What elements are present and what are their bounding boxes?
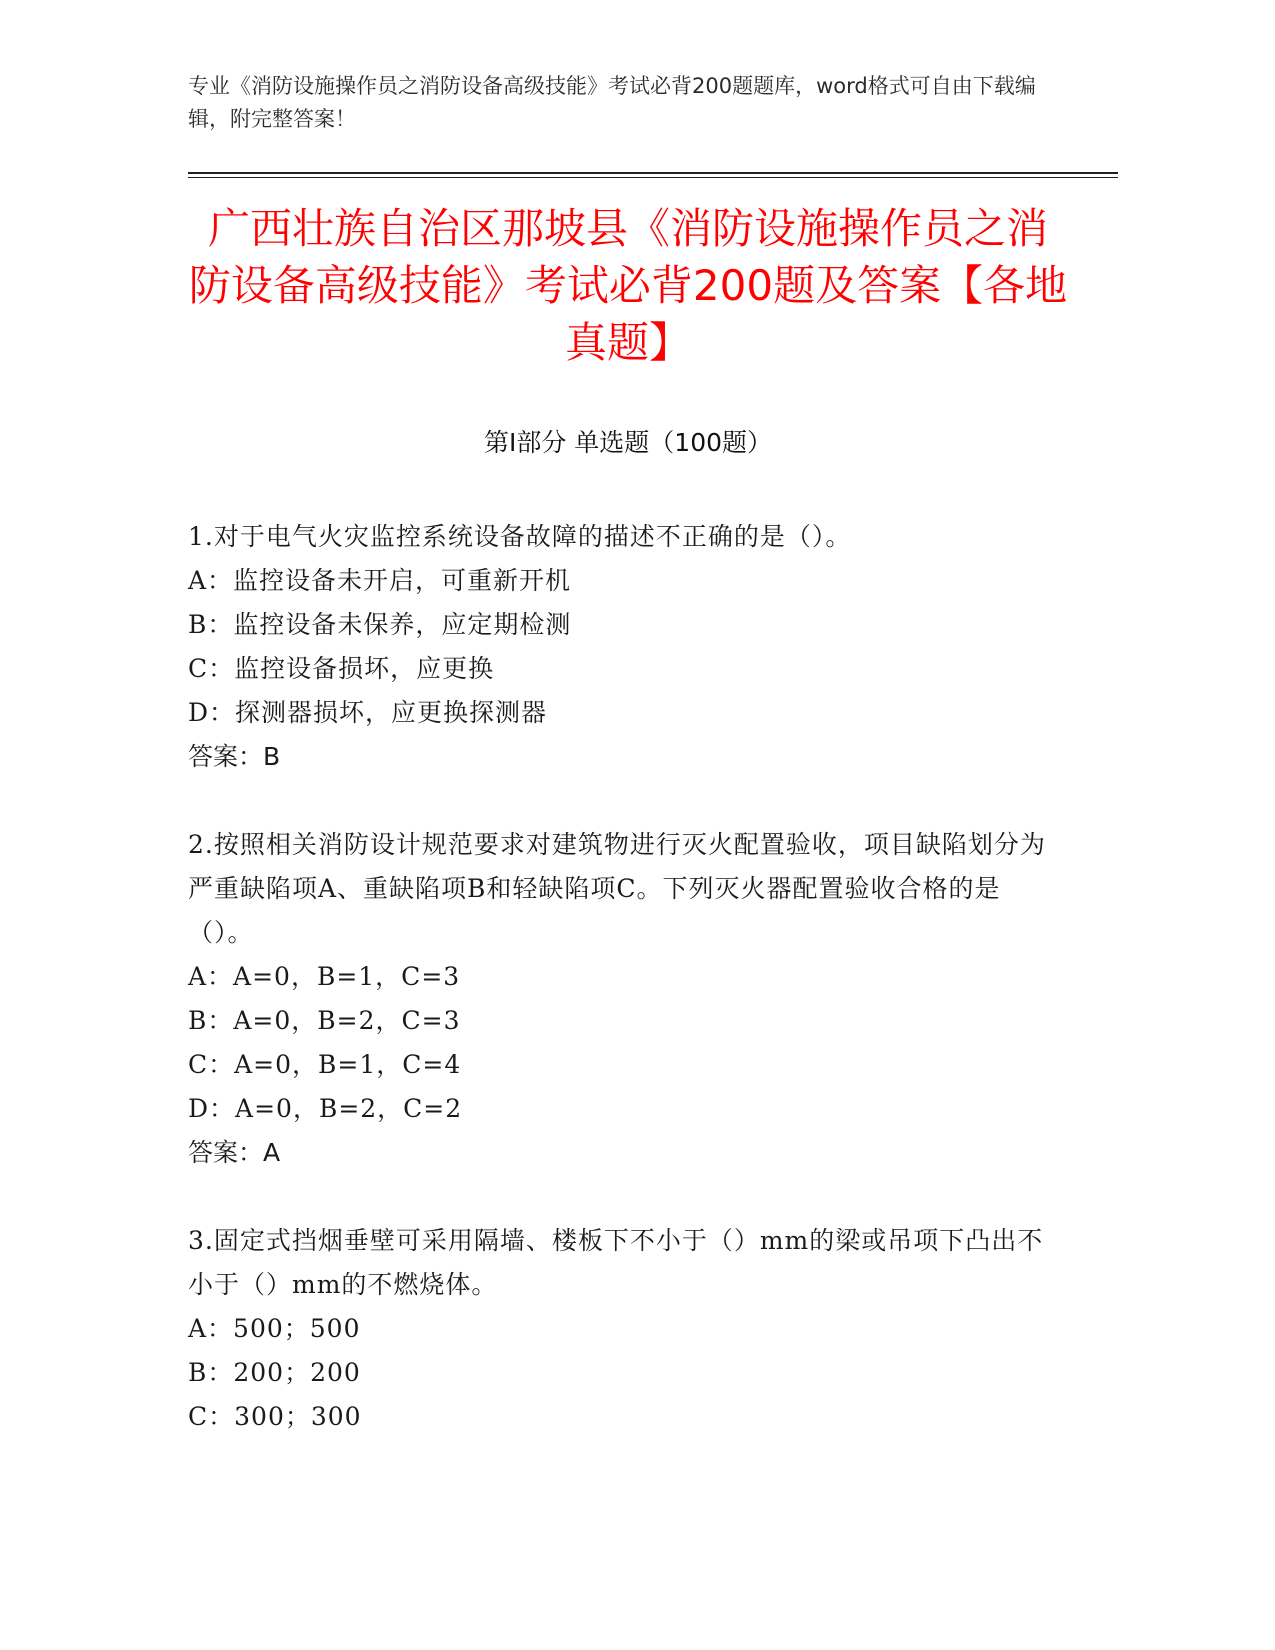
option-b: B：A=0，B=2，C=3 bbox=[188, 1006, 461, 1035]
option-a: A：500；500 bbox=[188, 1314, 361, 1343]
answer: 答案：B bbox=[188, 742, 281, 771]
section-heading: 第Ⅰ部分 单选题（100题） bbox=[483, 428, 773, 457]
option-b: B：200；200 bbox=[188, 1358, 361, 1387]
question-3 bbox=[188, 1219, 1108, 1439]
option-d: D：探测器损坏，应更换探测器 bbox=[188, 698, 548, 727]
option-b: B：监控设备未保养，应定期检测 bbox=[188, 610, 572, 639]
header-note: 专业《消防设施操作员之消防设备高级技能》考试必背200题题库，word格式可自由下载编辑，附完整答案！ bbox=[188, 74, 1036, 131]
question-stem: 2.按照相关消防设计规范要求对建筑物进行灭火配置验收，项目缺陷划分为严重缺陷项A、重缺陷项B和轻缺陷项C。下列灭火器配置验收合格的是（）。 bbox=[188, 830, 1046, 947]
option-a: A：A=0，B=1，C=3 bbox=[188, 962, 461, 991]
document-title: 广西壮族自治区那坡县《消防设施操作员之消防设备高级技能》考试必背200题及答案【各地真题】 bbox=[188, 204, 1068, 367]
document-page bbox=[188, 70, 1108, 1483]
header-divider bbox=[188, 172, 1118, 178]
option-c: C：监控设备损坏，应更换 bbox=[188, 654, 495, 683]
option-d: D：A=0，B=2，C=2 bbox=[188, 1094, 463, 1123]
question-list bbox=[188, 515, 1108, 1439]
option-c: C：A=0，B=1，C=4 bbox=[188, 1050, 462, 1079]
question-2 bbox=[188, 823, 1108, 1175]
option-c: C：300；300 bbox=[188, 1402, 362, 1431]
question-stem: 1.对于电气火灾监控系统设备故障的描述不正确的是（）。 bbox=[188, 522, 852, 551]
question-1 bbox=[188, 515, 1108, 779]
answer: 答案：A bbox=[188, 1138, 281, 1167]
option-a: A：监控设备未开启，可重新开机 bbox=[188, 566, 572, 595]
question-stem: 3.固定式挡烟垂壁可采用隔墙、楼板下不小于（）mm的梁或吊项下凸出不小于（）mm的不燃烧体。 bbox=[188, 1226, 1044, 1299]
